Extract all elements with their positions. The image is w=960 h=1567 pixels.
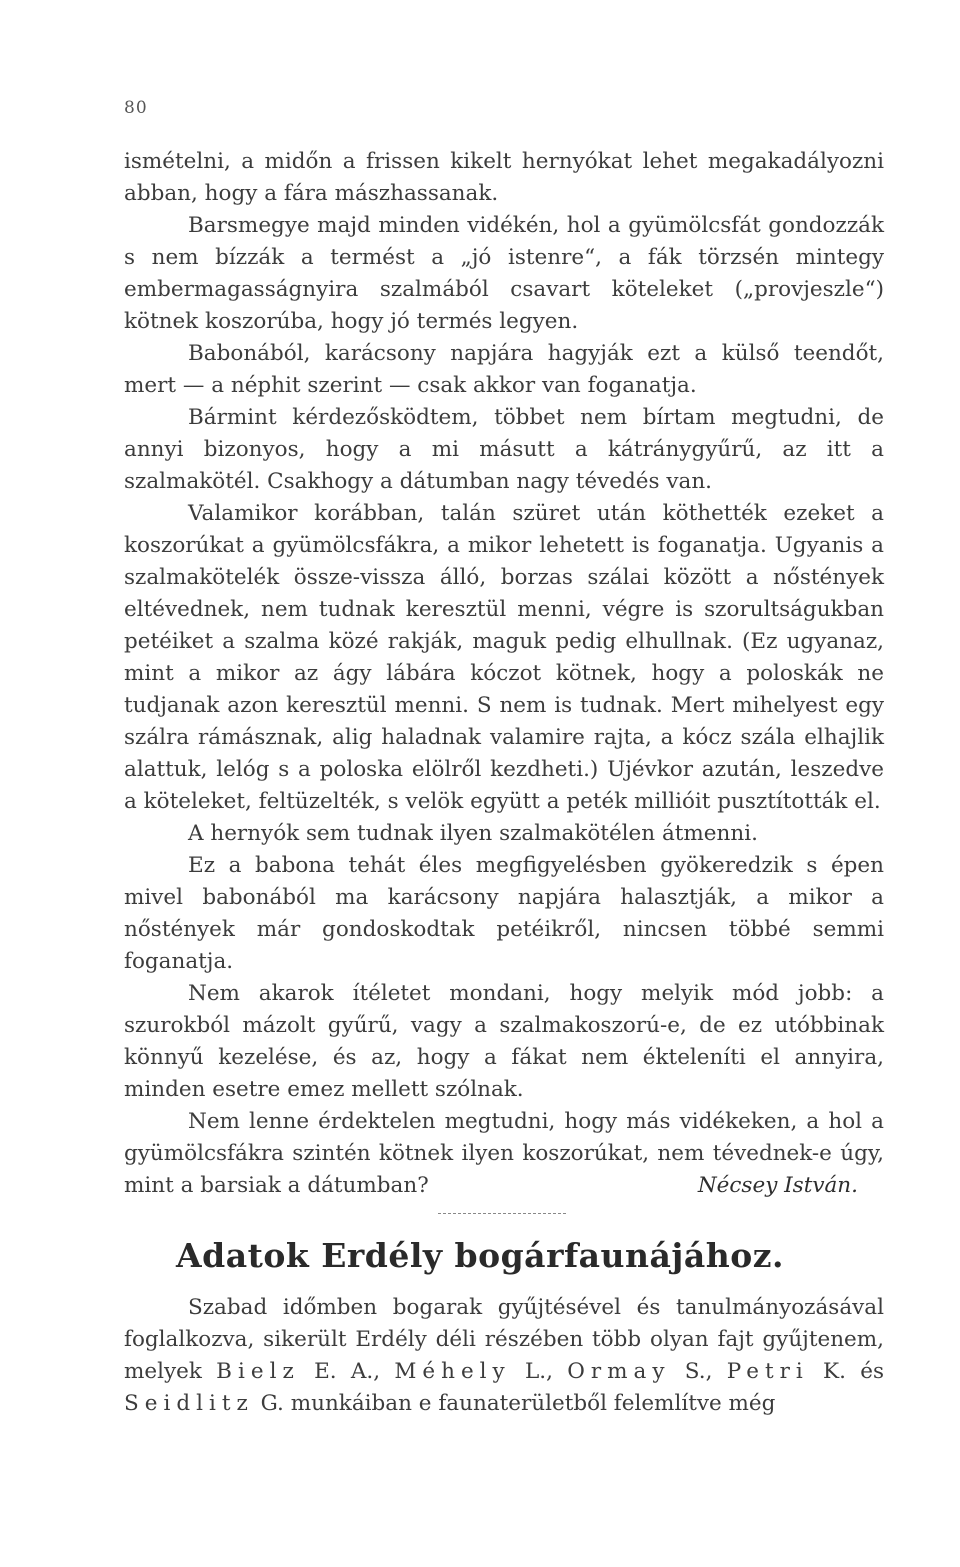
- paragraph-text: L.,: [510, 1359, 568, 1384]
- paragraph-text: G. munkáiban e faunaterületből felemlítve még: [253, 1391, 776, 1416]
- paragraph: Barsmegye majd minden vidékén, hol a gyümölcsfát gondozzák s nem bízzák a termést a „jó istenre“, a fák törzsén mintegy embermagasságnyira szalmából csavart köteleket („provjeszle“) kötnek koszorúba, hogy jó termés legyen.: [124, 213, 884, 334]
- paragraph: Valamikor korábban, talán szüret után köthették ezeket a koszorúkat a gyümölcsfákra, a mikor lehetett is foganatja. Ugyanis a szalmakötelék össze-vissza álló, borzas szálai között a nőstények eltévednek, nem tudnak keresztül menni, végre is szorultságukban petéiket a szalma közé rakják, maguk pedig elhullnak. (Ez ugyanaz, mint a mikor az ágy lábára kóczot kötnek, hogy a poloskák ne tudjanak azon keresztül menni. S nem is tudnak. Mert mihelyest egy szálra rámásznak, alig haladnak valamire rajta, a kócz szála elhajlik alattuk, lelóg s a poloska elölről kezdheti.) Ujévkor azután, leszedve a köteleket, feltüzelték, s velök együtt a peték millióit pusztították el.: [124, 501, 884, 814]
- section-body: [124, 1292, 884, 1420]
- paragraph-text: K. és: [808, 1359, 884, 1384]
- author-name: Bielz: [216, 1359, 300, 1384]
- author-name: Méhely: [394, 1359, 511, 1384]
- section-divider: [438, 1213, 566, 1214]
- paragraph: [124, 1292, 884, 1420]
- paragraph: ismételni, a midőn a frissen kikelt hernyókat lehet megakadályozni abban, hogy a fára mászhassanak.: [124, 149, 884, 206]
- paragraph: Nem akarok ítéletet mondani, hogy melyik mód jobb: a szurokból mázolt gyűrű, vagy a szalmakoszorú-e, de ez utóbbinak könnyű kezelése, és az, hogy a fákat nem ékteleníti el annyira, minden esetre emez mellett szólnak.: [124, 981, 884, 1102]
- paragraph-text: Nem lenne érdektelen megtudni, hogy más vidékeken, a hol a gyümölcsfákra szintén kötnek ilyen koszorúkat, nem tévednek-e úgy, mint a barsiak a dátumban?: [124, 1109, 884, 1198]
- paragraph: Babonából, karácsony napjára hagyják ezt a külső teendőt, mert — a néphit szerint — csak akkor van foganatja.: [124, 341, 884, 398]
- author-name: Petri: [726, 1359, 809, 1384]
- page-number: 80: [124, 98, 148, 118]
- paragraph: Bármint kérdezősködtem, többet nem bírtam megtudni, de annyi bizonyos, hogy a mi másutt a kátránygyűrű, az itt a szalmakötél. Csakhogy a dátumban nagy tévedés van.: [124, 405, 884, 494]
- author-name: Seidlitz: [124, 1391, 254, 1416]
- author-signature: Nécsey István.: [697, 1173, 858, 1198]
- section-title: Adatok Erdély bogárfaunájához.: [176, 1236, 784, 1275]
- paragraph-with-signature: [124, 1106, 884, 1202]
- author-name: Ormay: [567, 1359, 671, 1384]
- article-body: [124, 146, 884, 1202]
- paragraph-text: S.,: [670, 1359, 727, 1384]
- paragraph: Ez a babona tehát éles megfigyelésben gyökeredzik s épen mivel babonából ma karácsony napjára halasztják, a mikor a nőstények már gondoskodtak petéikről, nincsen többé semmi foganatja.: [124, 853, 884, 974]
- paragraph: A hernyók sem tudnak ilyen szalmakötélen átmenni.: [188, 821, 758, 846]
- paragraph-text: E. A.,: [299, 1359, 395, 1384]
- paragraph-text: Szabad időmben bogarak gyűjtésével és tanulmányozásával foglalkozva, sikerült Erdély déli részében több olyan fajt gyűjtenem, melyek: [124, 1295, 884, 1384]
